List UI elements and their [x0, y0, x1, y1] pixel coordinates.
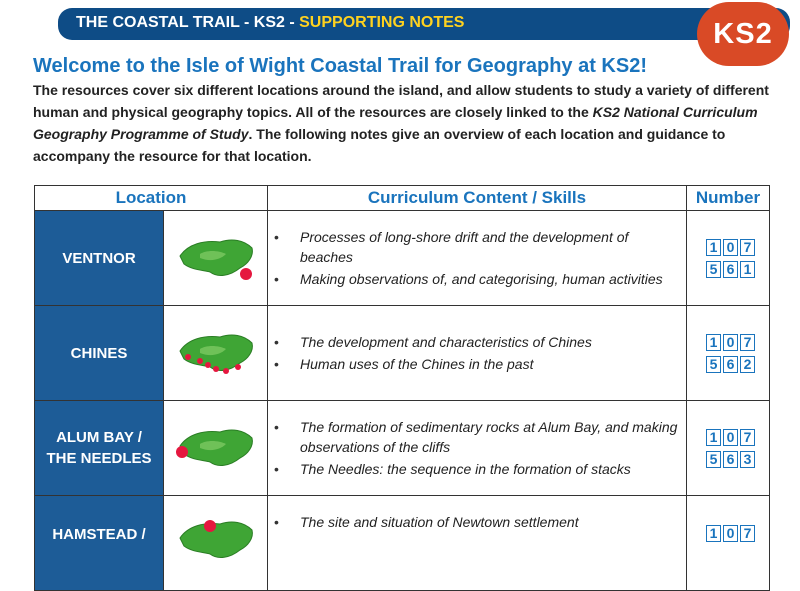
number-cell: [687, 211, 770, 306]
number-digit: 1: [740, 261, 755, 278]
title-banner: [58, 8, 790, 40]
table-row: [35, 401, 770, 496]
resource-number: [706, 261, 769, 278]
location-marker-icon: [205, 362, 211, 368]
list-item: • Making observations of, and categorising, human activities: [274, 269, 680, 289]
list-item: • Processes of long-shore drift and the development of beaches: [274, 227, 680, 267]
title-main: THE COASTAL TRAIL - KS2 -: [76, 14, 300, 31]
number-digit: 6: [723, 451, 738, 468]
resource-number: [706, 334, 769, 351]
isle-of-wight-map-icon: [174, 232, 258, 284]
bullet-list: [274, 417, 680, 479]
location-cell: [35, 496, 164, 591]
locations-table: [34, 185, 770, 591]
number-digit: 0: [723, 525, 738, 542]
number-cell: [687, 496, 770, 591]
number-digit: 0: [723, 239, 738, 256]
number-digit: 7: [740, 239, 755, 256]
location-marker-icon: [197, 358, 203, 364]
location-name: VENTNOR: [62, 249, 136, 267]
number-digit: 7: [740, 525, 755, 542]
welcome-heading: Welcome to the Isle of Wight Coastal Trail for Geography at KS2!: [33, 55, 647, 77]
resource-number: [706, 451, 769, 468]
content-cell: [268, 401, 687, 496]
bullet-list: [274, 332, 680, 374]
number-digit: 6: [723, 261, 738, 278]
intro-text-italic: KS2 National Curriculum Geography Programme of Study: [33, 104, 758, 142]
number-digit: 7: [740, 334, 755, 351]
location-name-line2: THE NEEDLES: [46, 450, 152, 467]
number-digit: 1: [706, 429, 721, 446]
resource-number: [706, 239, 769, 256]
location-marker-icon: [235, 364, 241, 370]
location-marker-icon: [204, 520, 216, 532]
number-cell: [687, 306, 770, 401]
number-digit: 1: [706, 334, 721, 351]
bullet-list: [274, 227, 680, 289]
location-marker-icon: [213, 366, 219, 372]
table-header-row: [35, 186, 770, 211]
location-name: CHINES: [70, 344, 128, 362]
intro-text-end: . The following notes give an overview of each location and guidance to accompany the resource for that location.: [33, 126, 726, 164]
header-content: Curriculum Content / Skills: [268, 186, 687, 211]
number-digit: 5: [706, 451, 721, 468]
map-cell: [164, 211, 268, 306]
resource-number: [706, 429, 769, 446]
map-cell: [164, 401, 268, 496]
number-digit: 2: [740, 356, 755, 373]
number-digit: 5: [706, 356, 721, 373]
location-marker-icon: [223, 368, 229, 374]
intro-paragraph: [33, 79, 793, 167]
location-cell: [35, 306, 164, 401]
number-cell: [687, 401, 770, 496]
isle-of-wight-map-icon: [174, 514, 258, 566]
map-cell: [164, 496, 268, 591]
location-cell: [35, 211, 164, 306]
isle-of-wight-map-icon: [174, 422, 258, 474]
title-highlight: SUPPORTING NOTES: [299, 14, 465, 31]
isle-of-wight-map-icon: [174, 327, 258, 379]
location-marker-icon: [185, 354, 191, 360]
list-item: • Human uses of the Chines in the past: [274, 354, 680, 374]
location-cell: [35, 401, 164, 496]
content-cell: [268, 211, 687, 306]
location-name: HAMSTEAD /: [52, 526, 146, 543]
content-cell: [268, 496, 687, 591]
list-item: • The Needles: the sequence in the formation of stacks: [274, 459, 680, 479]
resource-number: [706, 356, 769, 373]
number-digit: 3: [740, 451, 755, 468]
list-item: • The formation of sedimentary rocks at Alum Bay, and making observations of the cliffs: [274, 417, 680, 457]
table-row: [35, 306, 770, 401]
number-digit: 1: [706, 239, 721, 256]
number-digit: 0: [723, 429, 738, 446]
bullet-list: [274, 512, 680, 532]
list-item: • The site and situation of Newtown settlement: [274, 512, 680, 532]
location-name-line1: ALUM BAY /: [56, 429, 142, 446]
number-digit: 0: [723, 334, 738, 351]
number-digit: 7: [740, 429, 755, 446]
intro-text-start: The resources cover six different locations around the island, and allow students to study a variety of different human and physical geography topics. All of the resources are closely linked to the: [33, 82, 769, 120]
list-item: • The development and characteristics of Chines: [274, 332, 680, 352]
location-marker-icon: [240, 268, 252, 280]
content-cell: [268, 306, 687, 401]
table-row: [35, 496, 770, 591]
number-digit: 1: [706, 525, 721, 542]
location-marker-icon: [176, 446, 188, 458]
map-cell: [164, 306, 268, 401]
number-digit: 6: [723, 356, 738, 373]
table-row: [35, 211, 770, 306]
header-number: Number: [687, 186, 770, 211]
resource-number: [706, 525, 769, 542]
ks2-badge: KS2: [697, 2, 789, 66]
header-location: Location: [35, 186, 268, 211]
number-digit: 5: [706, 261, 721, 278]
